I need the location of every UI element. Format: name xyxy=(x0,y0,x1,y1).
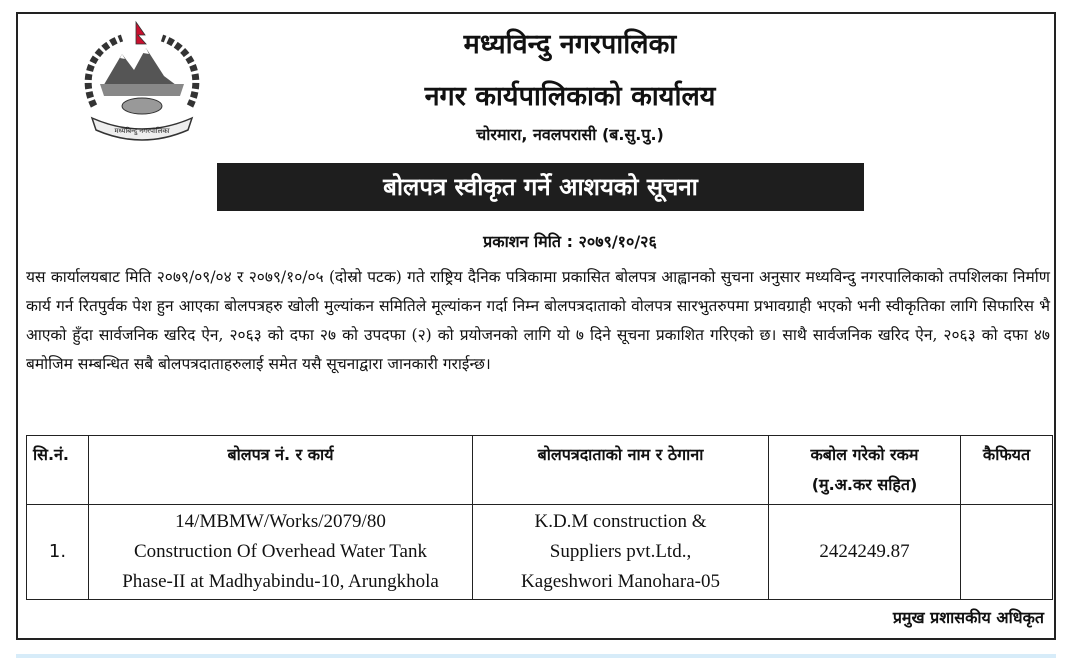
cell-remarks xyxy=(961,505,1053,600)
table-row xyxy=(27,505,1053,600)
header-bid-work: बोलपत्र नं. र कार्य xyxy=(89,436,473,505)
header-serial: सि.नं. xyxy=(27,436,89,505)
header-remarks: कैफियत xyxy=(961,436,1053,505)
signature-title: प्रमुख प्रशासकीय अधिकृत xyxy=(892,608,1044,627)
municipality-title: मध्यविन्दु नगरपालिका xyxy=(463,29,677,60)
header-amount-line1: कबोल गरेको रकम xyxy=(810,445,919,464)
office-title: नगर कार्यपालिकाको कार्यालय xyxy=(424,81,716,112)
office-address: चोरमारा, नवलपरासी (ब.सु.पु.) xyxy=(476,125,664,144)
bidder-line-1: K.D.M construction & xyxy=(534,511,707,532)
notice-body: यस कार्यालयबाट मिति २०७९/०९/०४ र २०७९/१०/०५ (दोस्रो पटक) गते राष्ट्रिय दैनिक पत्रिकामा प्रकासित बोलपत्र आह्वानको सुचना अनुसार मध्यविन्दु नगरपालिकाको तपशिलका निर्माण कार्य गर्न रितपुर्वक पेश हुन आएका बोलपत्रहरु खोली मुल्यांकन समितिले मूल्यांकन गर्दा निम्न बोलपत्रदाताको वोलपत्र सारभुतरुपमा प्रभावग्राही भएको भनी स्वीकृतिका लागि सिफारिस भै आएको हुँदा सार्वजनिक खरिद ऐन, २०६३ को दफा २७ को उपदफा (२) को प्रयोजनको लागि यो ७ दिने सूचना प्रकाशित गरिएको छ। साथै सार्वजनिक खरिद ऐन, २०६३ को दफा ४७ बमोजिम सम्बन्धित सबै बोलपत्रदाताहरुलाई समेत यसै सूचनाद्वारा जानकारी गराईन्छ। xyxy=(26,268,1050,373)
cell-bidder xyxy=(473,505,769,600)
bidder-line-3: Kageshwori Manohara-05 xyxy=(521,571,720,592)
bid-table xyxy=(26,435,1053,600)
bidder-line-2: Suppliers pvt.Ltd., xyxy=(549,541,692,562)
bid-number: 14/MBMW/Works/2079/80 xyxy=(175,511,386,532)
nepal-emblem-icon xyxy=(72,18,212,146)
svg-text:मध्यबिन्दु नगरपालिका: मध्यबिन्दु नगरपालिका xyxy=(114,127,170,135)
table-header-row xyxy=(27,436,1053,505)
publish-date: प्रकाशन मिति : २०७९/१०/२६ xyxy=(483,232,657,251)
cell-serial: 1. xyxy=(27,505,89,600)
header-amount-line2: (मु.अ.कर सहित) xyxy=(811,475,918,494)
notice-heading: बोलपत्र स्वीकृत गर्ने आशयको सूचना xyxy=(217,163,864,211)
header-bidder: बोलपत्रदाताको नाम र ठेगाना xyxy=(473,436,769,505)
header-amount xyxy=(769,436,961,505)
cell-amount: 2424249.87 xyxy=(769,505,961,600)
bottom-divider xyxy=(16,654,1056,658)
work-line-2: Phase-II at Madhyabindu-10, Arungkhola xyxy=(122,571,439,592)
cell-bid-work xyxy=(89,505,473,600)
work-line-1: Construction Of Overhead Water Tank xyxy=(134,541,427,562)
